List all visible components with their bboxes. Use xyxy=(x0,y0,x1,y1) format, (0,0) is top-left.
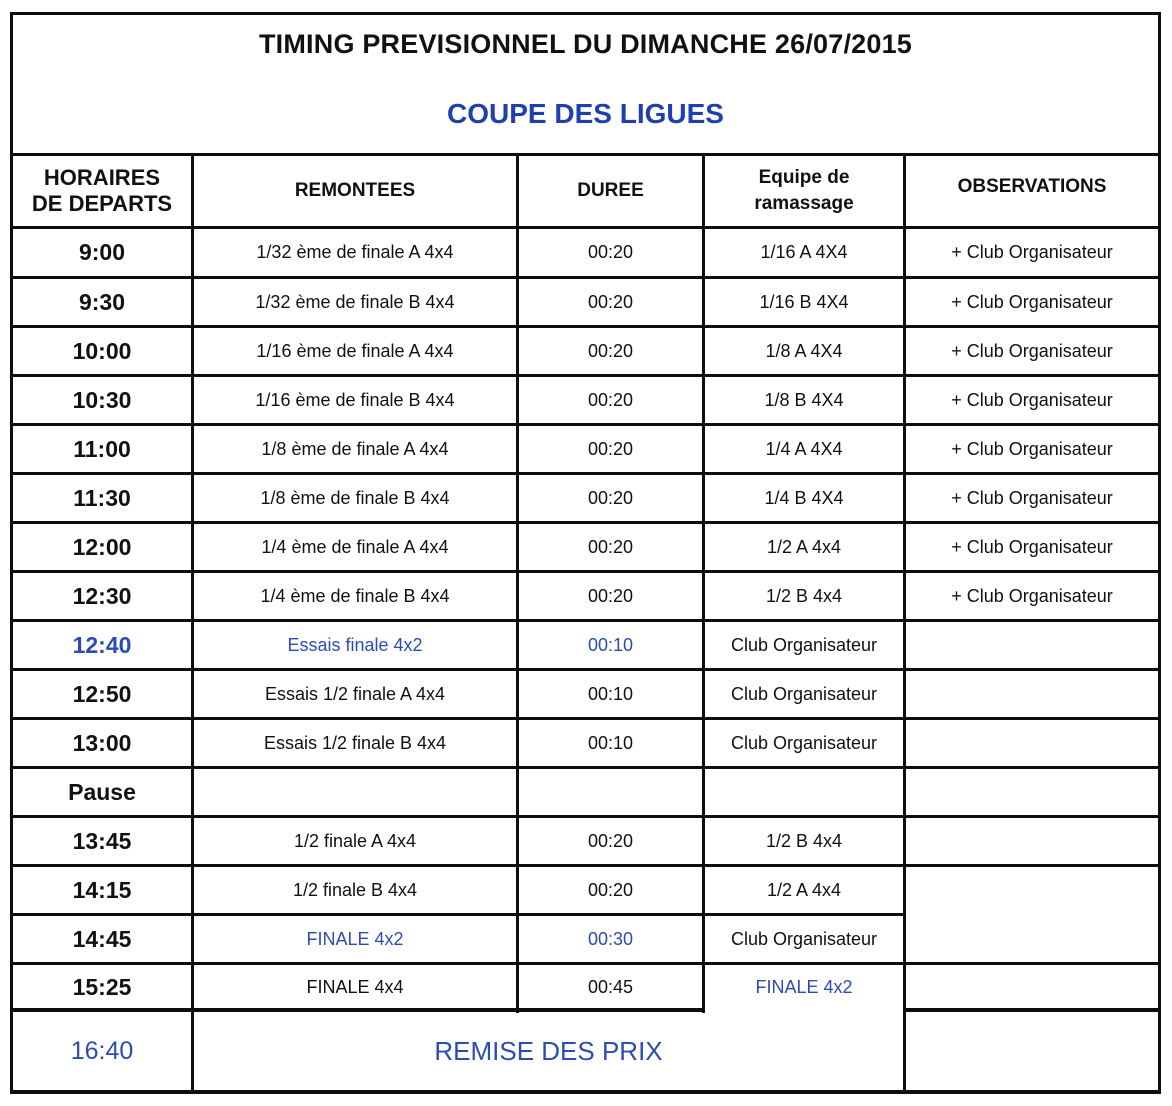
row-remontee: FINALE 4x2 xyxy=(306,928,404,949)
row-duree: 00:20 xyxy=(587,438,634,459)
grid-line xyxy=(10,472,1161,475)
row-remontee: 1/8 ème de finale A 4x4 xyxy=(261,438,449,459)
row-observations xyxy=(906,867,1158,913)
grid-line xyxy=(903,153,906,1093)
row-remontee: Essais finale 4x2 xyxy=(287,634,423,655)
grid-line xyxy=(10,962,1161,965)
grid-line xyxy=(10,570,1161,573)
row-duree: 00:30 xyxy=(587,928,634,949)
row-time: 9:00 xyxy=(78,239,126,265)
row-observations: + Club Organisateur xyxy=(951,242,1113,262)
header-horaires: HORAIRES DE DEPARTS xyxy=(31,165,173,216)
grid-line xyxy=(903,1008,1161,1012)
row-remontee: 1/2 finale B 4x4 xyxy=(292,879,418,900)
row-time: 13:00 xyxy=(72,729,132,756)
grid-line xyxy=(702,153,705,1013)
grid-line xyxy=(10,423,1161,426)
grid-line xyxy=(10,815,1161,818)
grid-line xyxy=(10,226,1161,229)
row-equipe: 1/2 A 4x4 xyxy=(766,536,842,557)
grid-line xyxy=(10,12,1161,15)
header-duree: DUREE xyxy=(577,180,644,201)
row-observations: + Club Organisateur xyxy=(951,340,1113,361)
row-observations xyxy=(906,916,1158,962)
row-equipe: Club Organisateur xyxy=(730,732,878,753)
document-title: TIMING PREVISIONNEL DU DIMANCHE 26/07/2015 xyxy=(258,28,913,59)
row-observations xyxy=(906,720,1158,766)
row-time: 15:25 xyxy=(72,974,132,1000)
grid-line xyxy=(10,913,906,916)
row-equipe: Club Organisateur xyxy=(730,634,878,655)
row-time: 10:30 xyxy=(72,386,132,413)
document-subtitle: COUPE DES LIGUES xyxy=(447,98,724,129)
row-remontee: 1/32 ème de finale B 4x4 xyxy=(255,291,455,312)
row-observations: + Club Organisateur xyxy=(951,389,1113,410)
row-observations: + Club Organisateur xyxy=(951,487,1113,508)
row-remontee: FINALE 4x4 xyxy=(306,977,404,997)
row-time: 14:45 xyxy=(72,925,132,952)
row-remontee: 1/32 ème de finale A 4x4 xyxy=(256,242,454,262)
row-time: 12:40 xyxy=(72,631,132,658)
row-equipe: 1/4 A 4X4 xyxy=(765,438,843,459)
grid-line xyxy=(10,668,1161,671)
row-duree: 00:45 xyxy=(587,977,634,997)
row-duree: 00:20 xyxy=(587,340,634,361)
grid-line xyxy=(516,153,519,1013)
header-remontees: REMONTEES xyxy=(294,180,416,201)
row-observations xyxy=(906,671,1158,717)
grid-line xyxy=(10,619,1161,622)
row-remontee xyxy=(194,769,516,815)
header-observations: OBSERVATIONS xyxy=(957,176,1107,197)
row-time: 13:45 xyxy=(72,827,132,854)
row-remontee: 1/8 ème de finale B 4x4 xyxy=(260,487,450,508)
row-duree: 00:20 xyxy=(587,830,634,851)
grid-line xyxy=(10,153,1161,156)
row-equipe: Club Organisateur xyxy=(730,928,878,949)
row-observations xyxy=(906,769,1158,815)
grid-line xyxy=(191,153,194,1093)
row-time: 11:30 xyxy=(73,484,131,511)
row-observations: + Club Organisateur xyxy=(951,291,1113,312)
grid-line xyxy=(10,325,1161,328)
row-duree: 00:20 xyxy=(587,536,634,557)
row-equipe: 1/16 B 4X4 xyxy=(759,291,849,312)
row-equipe: 1/8 B 4X4 xyxy=(764,389,844,410)
row-observations: + Club Organisateur xyxy=(951,536,1113,557)
row-time: 12:50 xyxy=(72,680,132,707)
row-remontee: Essais 1/2 finale A 4x4 xyxy=(264,683,446,704)
row-observations: + Club Organisateur xyxy=(951,438,1113,459)
row-time: 14:15 xyxy=(72,876,132,903)
grid-line xyxy=(10,1008,705,1012)
row-observations xyxy=(906,965,1158,1010)
row-remontee: 1/2 finale A 4x4 xyxy=(293,830,417,851)
row-remontee: 1/16 ème de finale A 4x4 xyxy=(256,340,454,361)
row-duree: 00:20 xyxy=(587,879,634,900)
row-equipe: 1/4 B 4X4 xyxy=(764,487,844,508)
row-observations xyxy=(906,818,1158,864)
row-duree: 00:20 xyxy=(587,389,634,410)
row-time: Pause xyxy=(68,778,136,805)
row-time: 11:00 xyxy=(73,435,131,462)
row-duree: 00:20 xyxy=(587,585,634,606)
grid-line xyxy=(10,1090,1161,1094)
row-equipe: FINALE 4x2 xyxy=(755,977,853,997)
row-observations: + Club Organisateur xyxy=(951,585,1113,606)
row-time: 12:30 xyxy=(72,582,132,609)
grid-line xyxy=(10,766,1161,769)
row-equipe: 1/16 A 4X4 xyxy=(760,242,848,262)
remise-time: 16:40 xyxy=(70,1036,134,1065)
header-equipe: Equipe de ramassage xyxy=(754,167,854,214)
row-equipe: 1/2 B 4x4 xyxy=(765,830,843,851)
row-equipe: 1/2 A 4x4 xyxy=(766,879,842,900)
grid-line xyxy=(10,717,1161,720)
grid-line xyxy=(10,374,1161,377)
row-equipe: Club Organisateur xyxy=(730,683,878,704)
row-duree: 00:20 xyxy=(587,242,634,262)
grid-line xyxy=(1158,12,1161,1093)
row-duree: 00:10 xyxy=(587,683,634,704)
grid-line xyxy=(10,276,1161,279)
row-remontee: Essais 1/2 finale B 4x4 xyxy=(263,732,447,753)
row-time: 12:00 xyxy=(72,533,132,560)
row-time: 10:00 xyxy=(72,337,132,364)
row-time: 9:30 xyxy=(78,288,126,315)
grid-line xyxy=(10,521,1161,524)
row-duree: 00:10 xyxy=(587,732,634,753)
row-duree xyxy=(519,769,702,815)
row-remontee: 1/4 ème de finale A 4x4 xyxy=(261,536,449,557)
grid-line xyxy=(10,12,13,1093)
remise-label: REMISE DES PRIX xyxy=(434,1035,663,1066)
row-equipe: 1/8 A 4X4 xyxy=(765,340,843,361)
row-remontee: 1/16 ème de finale B 4x4 xyxy=(255,389,455,410)
row-remontee: 1/4 ème de finale B 4x4 xyxy=(260,585,450,606)
row-equipe xyxy=(705,769,903,815)
row-duree: 00:20 xyxy=(587,487,634,508)
grid-line xyxy=(10,864,1161,867)
row-observations xyxy=(906,622,1158,668)
row-equipe: 1/2 B 4x4 xyxy=(765,585,843,606)
row-duree: 00:20 xyxy=(587,291,634,312)
row-duree: 00:10 xyxy=(587,634,634,655)
